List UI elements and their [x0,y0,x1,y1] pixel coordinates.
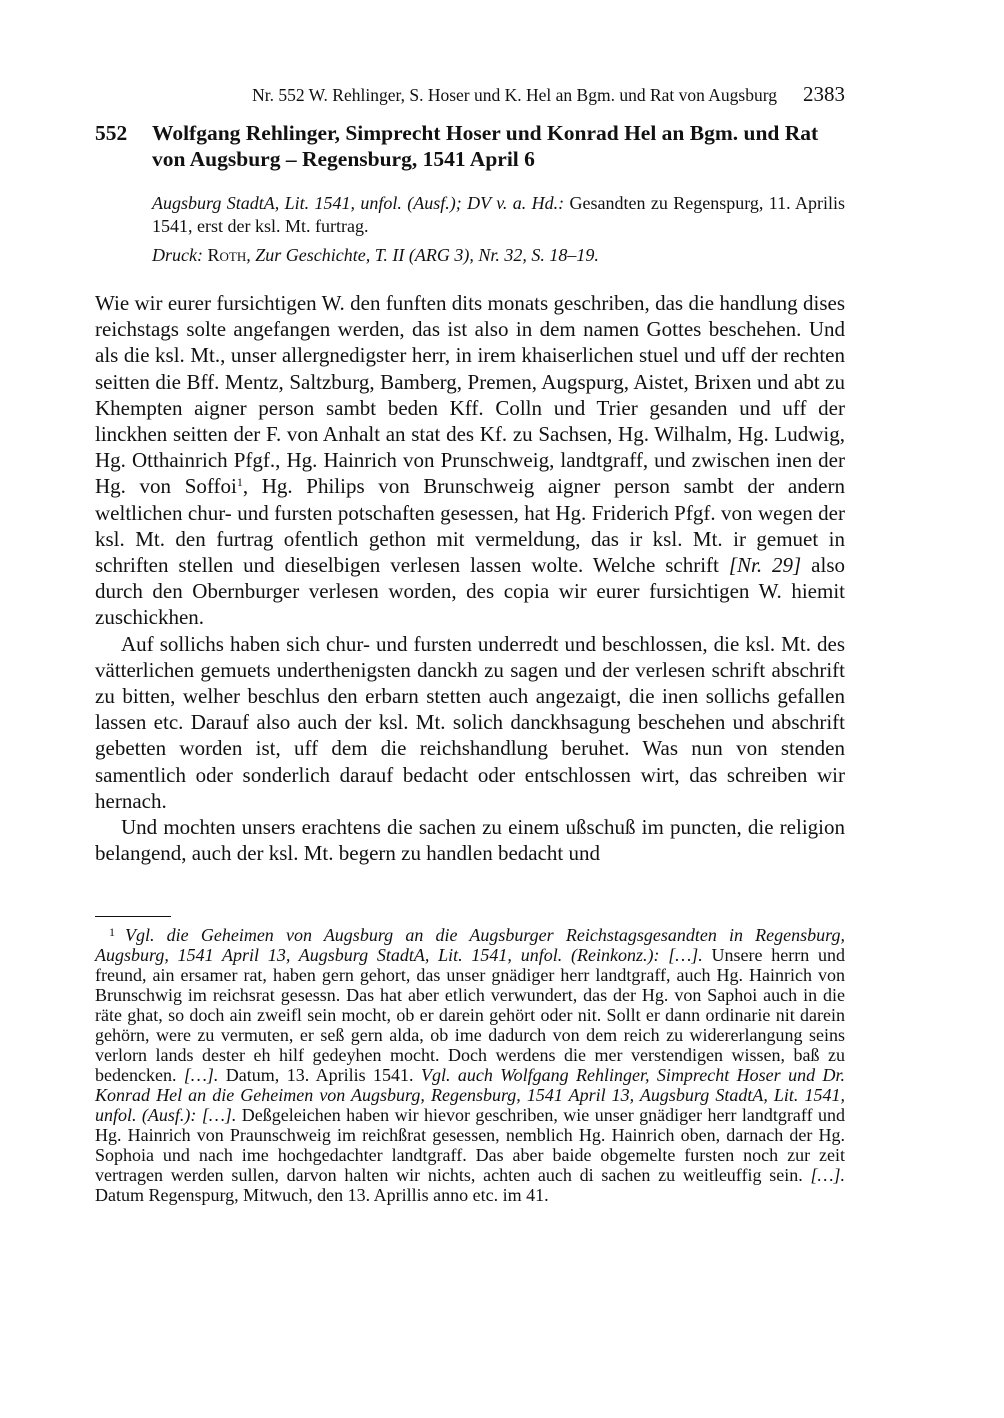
archive-source-endorsement: Gesandten zu Regenspurg, 11. Aprilis 1541, erst der ksl. Mt. furtrag. [152,193,845,236]
print-source-label: Druck: [152,245,203,265]
print-source-author: Roth [207,245,247,265]
paragraph-2: Auf sollichs haben sich chur- und fursten underredt und beschlossen, die ksl. Mt. des vätterlichen gemuets underthenigsten danckh zu sagen und der verlesen schrift abschrift zu bitten, welher beschlus den erbarn stetten auch angezaigt, die inen sollichs gefallen lassen etc. Darauf also auch der ksl. Mt. solich danckhsagung beschehen und abschrift gebetten worden ist, uff dem die reichshandlung beruhet. Was nun von stenden samentlich oder sonderlich darauf bedacht oder entschlossen wirt, das schreiben wir hernach. [95,631,845,813]
footnote-date-1: Datum, 13. Aprilis 1541. [218,1065,421,1085]
footnote-divider [95,916,171,917]
footnote-date-2: Datum Regenspurg, Mitwuch, den 13. Aprillis anno etc. im 41. [95,1185,549,1205]
print-source [152,244,845,267]
footnote-number: 1 [109,925,115,939]
source-apparatus [152,192,845,273]
footnote-citation-2: Vgl. auch Wolfgang Rehlinger, Simprecht Hoser und Dr. Konrad Hel an die Geheimen von Augsburg, Regensburg, 1541 April 13, Augsburg StadtA, Lit. 1541, unfol. (Ausf.): […]. [95,1065,846,1125]
paragraph-1 [95,290,845,631]
paragraph-1-text-c: also durch den Obernburger verlesen worden, des copia wir eurer fursichtigen W. hiemit zuschickhen. [95,553,846,630]
letter-body [95,290,845,866]
footnote-quote-1: Unsere herrn und freund, ain ersamer rat, haben gern gehort, das unser gnädiger herr landtgraff, auch Hg. Hainrich von Brunschwig im reichsrat gesessn. Das hat aber etlich verwundert, das der Hg. von Saphoi auch in die räte ghat, so doch ain zweifl sein mocht, ob er darein gehört oder nit. Sollt er dann ordinarie nit darein gehörn, were zu vermuten, er seß gern alda, ob ime dadurch von dem reich zu widererlangung seins verlorn lands dester eh hilf gedeyhen mocht. Doch werdens die mer verstendigen wissen, baß zu bedencken. [95,945,845,1085]
paragraph-3: Und mochten unsers erachtens die sachen zu einem ußschuß im puncten, die religion belangend, auch der ksl. Mt. begern zu handlen bedacht und [95,815,845,866]
footnote-ellipsis-2: […]. [810,1165,845,1185]
print-source-citation: , Zur Geschichte, T. II (ARG 3), Nr. 32, S. 18–19. [246,245,599,265]
archive-source-citation: Augsburg StadtA, Lit. 1541, unfol. (Ausf.); DV v. a. Hd.: [152,193,565,213]
footnote-marker-1[interactable]: 1 [236,475,243,490]
running-head-title: Nr. 552 W. Rehlinger, S. Hoser und K. Hel an Bgm. und Rat von Augsburg [252,85,777,105]
document-title: Wolfgang Rehlinger, Simprecht Hoser und Konrad Hel an Bgm. und Rat von Augsburg – Regensburg, 1541 April 6 [152,121,819,171]
footnote-1 [95,922,845,1205]
archive-source [152,192,845,238]
footnotes [95,922,845,1205]
cross-reference[interactable]: [Nr. 29] [728,553,802,578]
running-head [95,82,845,107]
paragraph-1-text-b: , Hg. Philips von Brunschweig aigner person sambt der andern weltlichen chur- und fursten potschaften gesessen, hat Hg. Friderich Pfgf. von wegen der ksl. Mt. den furtrag ofentlich gethon mit vermeldung, das ir ksl. Mt. ir gemuet in schriften stellen und dieselbigen verlesen lassen wolte. Welche schrift [95,474,845,578]
footnote-quote-2: Deßgeleichen haben wir hievor geschriben, wie unser gnädiger herr landtgraff und Hg. Hainrich von Praunschweig im reichßrat gesessen, nemblich Hg. Hainrich oben, darnach der Hg. Sophoia und nach ime hochgedachter landtgraff. Das aber baide obgemelte fursten noch zur zeit vertragen werden sullen, darvon halten wir nichts, achten auch di sachen zu weitleuffig sein. [95,1105,845,1185]
document-number: 552 [95,121,128,145]
footnote-citation-1: Vgl. die Geheimen von Augsburg an die Augsburger Reichstagsgesandten in Regensburg, Augsburg, 1541 April 13, Augsburg StadtA, Lit. 1541, unfol. (Reinkonz.): […]. [95,925,845,965]
document-heading [95,120,845,172]
footnote-ellipsis-1: […]. [183,1065,219,1085]
page-number: 2383 [803,82,845,106]
paragraph-1-text-a: Wie wir eurer fursichtigen W. den funften dits monats geschriben, das die handlung dises reichstags solte angefangen werden, das ist also in dem namen Gottes beschehen. Und als die ksl. Mt., unser allergnedigster herr, in irem khaiserlichen stuel und uff der rechten seitten die Bff. Mentz, Saltzburg, Bamberg, Premen, Augspurg, Aistet, Brixen und abt zu Khempten aigner person sambt beden Kff. Colln und Trier gesanden und uff der linckhen seitten der F. von Anhalt an stat des Kf. zu Sachsen, Hg. Wilhalm, Hg. Ludwig, Hg. Otthainrich Pfgf., Hg. Hainrich von Prunschweig, landtgraff, und zwischen inen der Hg. von Soffoi [95,291,845,499]
